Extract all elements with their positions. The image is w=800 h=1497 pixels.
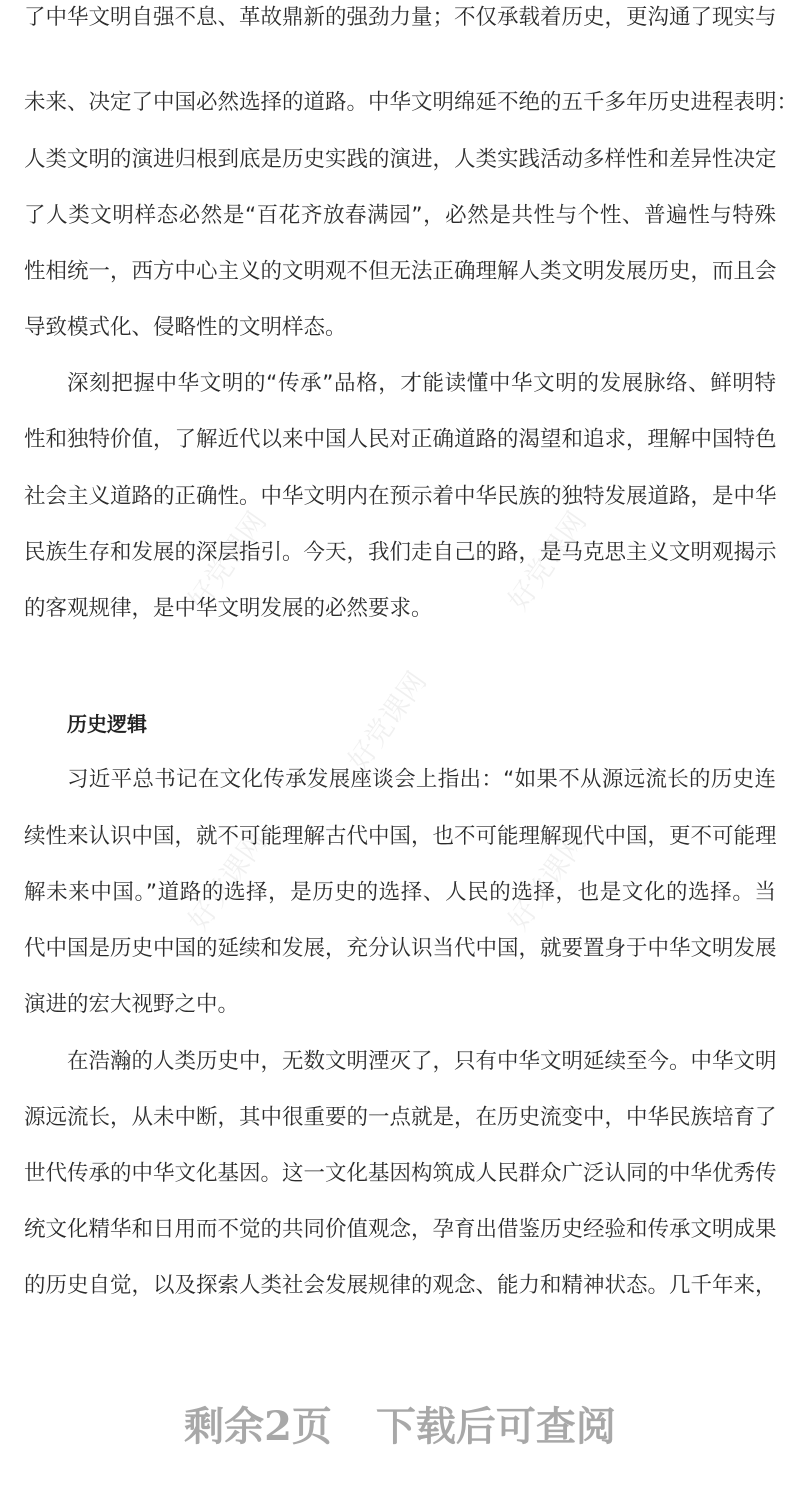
text-line: 的客观规律，是中华文明发展的必然要求。 bbox=[24, 596, 433, 621]
text-line: 性相统一，西方中心主义的文明观不但无法正确理解人类文明发展历史，而且会 bbox=[24, 259, 777, 284]
text-line: 了人类文明样态必然是“百花齐放春满园”，必然是共性与个性、普遍性与特殊 bbox=[24, 203, 776, 228]
text-line: 了中华文明自强不息、革故鼎新的强劲力量；不仅承载着历史，更沟通了现实与 bbox=[24, 5, 777, 30]
download-to-view-label[interactable]: 下载后可查阅 bbox=[375, 1403, 616, 1450]
watermark-text: 好党课网 bbox=[341, 665, 433, 777]
section-heading: 历史逻辑 bbox=[67, 712, 147, 736]
watermark-text: 好党课网 bbox=[501, 505, 593, 617]
text-line: 代中国是历史中国的延续和发展，充分认识当代中国，就要置身于中华文明发展 bbox=[24, 936, 777, 961]
text-line: 民族生存和发展的深层指引。今天，我们走自己的路，是马克思主义文明观揭示 bbox=[24, 540, 777, 565]
remaining-pages-label: 剩余2页 bbox=[184, 1403, 332, 1450]
text-line: 续性来认识中国，就不可能理解古代中国，也不可能理解现代中国，更不可能理 bbox=[24, 824, 777, 849]
text-line: 导致模式化、侵略性的文明样态。 bbox=[24, 315, 347, 340]
text-line: 社会主义道路的正确性。中华文明内在预示着中华民族的独特发展道路，是中华 bbox=[24, 484, 777, 509]
text-line: 统文化精华和日用而不觉的共同价值观念，孕育出借鉴历史经验和传承文明成果 bbox=[24, 1217, 777, 1242]
text-line: 未来、决定了中国必然选择的道路。中华文明绵延不绝的五千多年历史进程表明： bbox=[24, 90, 799, 115]
text-line: 解未来中国。”道路的选择，是历史的选择、人民的选择，也是文化的选择。当 bbox=[24, 880, 776, 905]
text-line: 演进的宏大视野之中。 bbox=[24, 992, 240, 1017]
text-line: 源远流长，从未中断，其中很重要的一点就是，在历史流变中，中华民族培育了 bbox=[24, 1105, 777, 1130]
text-line: 人类文明的演进归根到底是历史实践的演进，人类实践活动多样性和差异性决定 bbox=[24, 147, 777, 172]
text-line: 习近平总书记在文化传承发展座谈会上指出：“如果不从源远流长的历史连 bbox=[67, 767, 776, 792]
text-line: 世代传承的中华文化基因。这一文化基因构筑成人民群众广泛认同的中华优秀传 bbox=[24, 1161, 777, 1186]
download-prompt[interactable] bbox=[0, 1395, 800, 1452]
text-line: 在浩瀚的人类历史中，无数文明湮灭了，只有中华文明延续至今。中华文明 bbox=[67, 1049, 777, 1074]
text-line: 深刻把握中华文明的“传承”品格，才能读懂中华文明的发展脉络、鲜明特 bbox=[67, 371, 776, 396]
text-line: 性和独特价值，了解近代以来中国人民对正确道路的渴望和追求，理解中国特色 bbox=[24, 427, 777, 452]
watermark-text: 好党课网 bbox=[181, 825, 273, 937]
text-line: 的历史自觉，以及探索人类社会发展规律的观念、能力和精神状态。几千年来， bbox=[24, 1273, 777, 1298]
watermark-text: 好党课网 bbox=[181, 505, 273, 617]
watermark-text: 好党课网 bbox=[501, 825, 593, 937]
